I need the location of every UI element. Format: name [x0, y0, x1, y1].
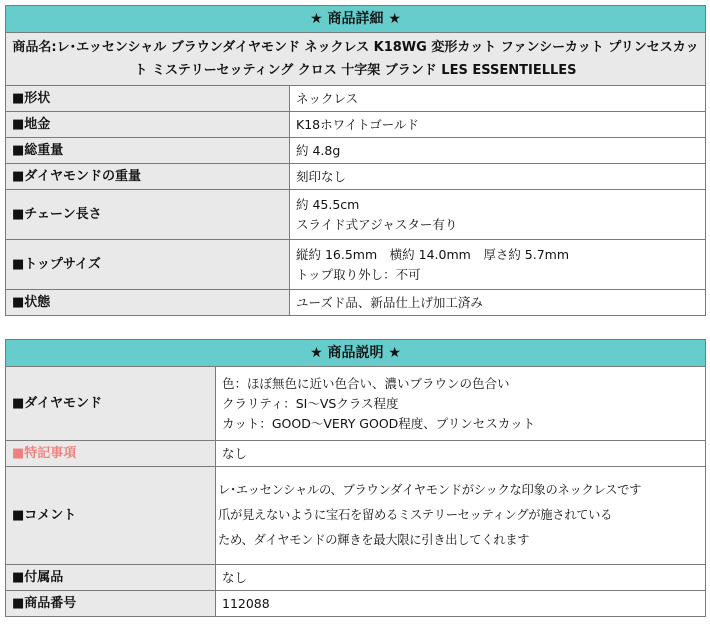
product-description-table	[5, 339, 706, 617]
value-diamond-weight: 刻印なし	[290, 164, 706, 190]
value-accessories: なし	[216, 565, 706, 591]
value-shape: ネックレス	[290, 86, 706, 112]
product-name: 商品名:レ･エッセンシャル ブラウンダイヤモンド ネックレス K18WG 変形カット ファンシーカット プリンセスカット ミステリーセッティング クロス 十字架 ブランド LES ESSENTIELLES	[6, 33, 706, 86]
label-total-weight: ■総重量	[6, 138, 290, 164]
label-shape: ■形状	[6, 86, 290, 112]
value-metal: K18ホワイトゴールド	[290, 112, 706, 138]
label-product-number: ■商品番号	[6, 591, 216, 617]
value-top-size: 縦約 16.5mm 横約 14.0mm 厚さ約 5.7mm トップ取り外し：不可	[290, 240, 706, 290]
value-chain-length: 約 45.5cm スライド式アジャスター有り	[290, 190, 706, 240]
value-product-number: 112088	[216, 591, 706, 617]
value-comment: レ･エッセンシャルの、ブラウンダイヤモンドがシックな印象のネックレスです 爪が見えないように宝石を留めるミステリーセッティングが施されている ため、ダイヤモンドの輝きを最大限に引き出してくれます	[216, 467, 706, 565]
label-accessories: ■付属品	[6, 565, 216, 591]
description-header: ★ 商品説明 ★	[6, 340, 706, 367]
label-diamond-weight: ■ダイヤモンドの重量	[6, 164, 290, 190]
label-special-notes: ■特記事項	[6, 441, 216, 467]
value-total-weight: 約 4.8g	[290, 138, 706, 164]
label-metal: ■地金	[6, 112, 290, 138]
label-diamond: ■ダイヤモンド	[6, 367, 216, 441]
details-header: ★ 商品詳細 ★	[6, 6, 706, 33]
value-condition: ユーズド品、新品仕上げ加工済み	[290, 290, 706, 316]
label-comment: ■コメント	[6, 467, 216, 565]
product-details-table	[5, 5, 706, 316]
value-diamond: 色：ほぼ無色に近い色合い、濃いブラウンの色合い クラリティ：SI～VSクラス程度 カット：GOOD～VERY GOOD程度、プリンセスカット	[216, 367, 706, 441]
label-top-size: ■トップサイズ	[6, 240, 290, 290]
value-special-notes: なし	[216, 441, 706, 467]
label-condition: ■状態	[6, 290, 290, 316]
label-chain-length: ■チェーン長さ	[6, 190, 290, 240]
